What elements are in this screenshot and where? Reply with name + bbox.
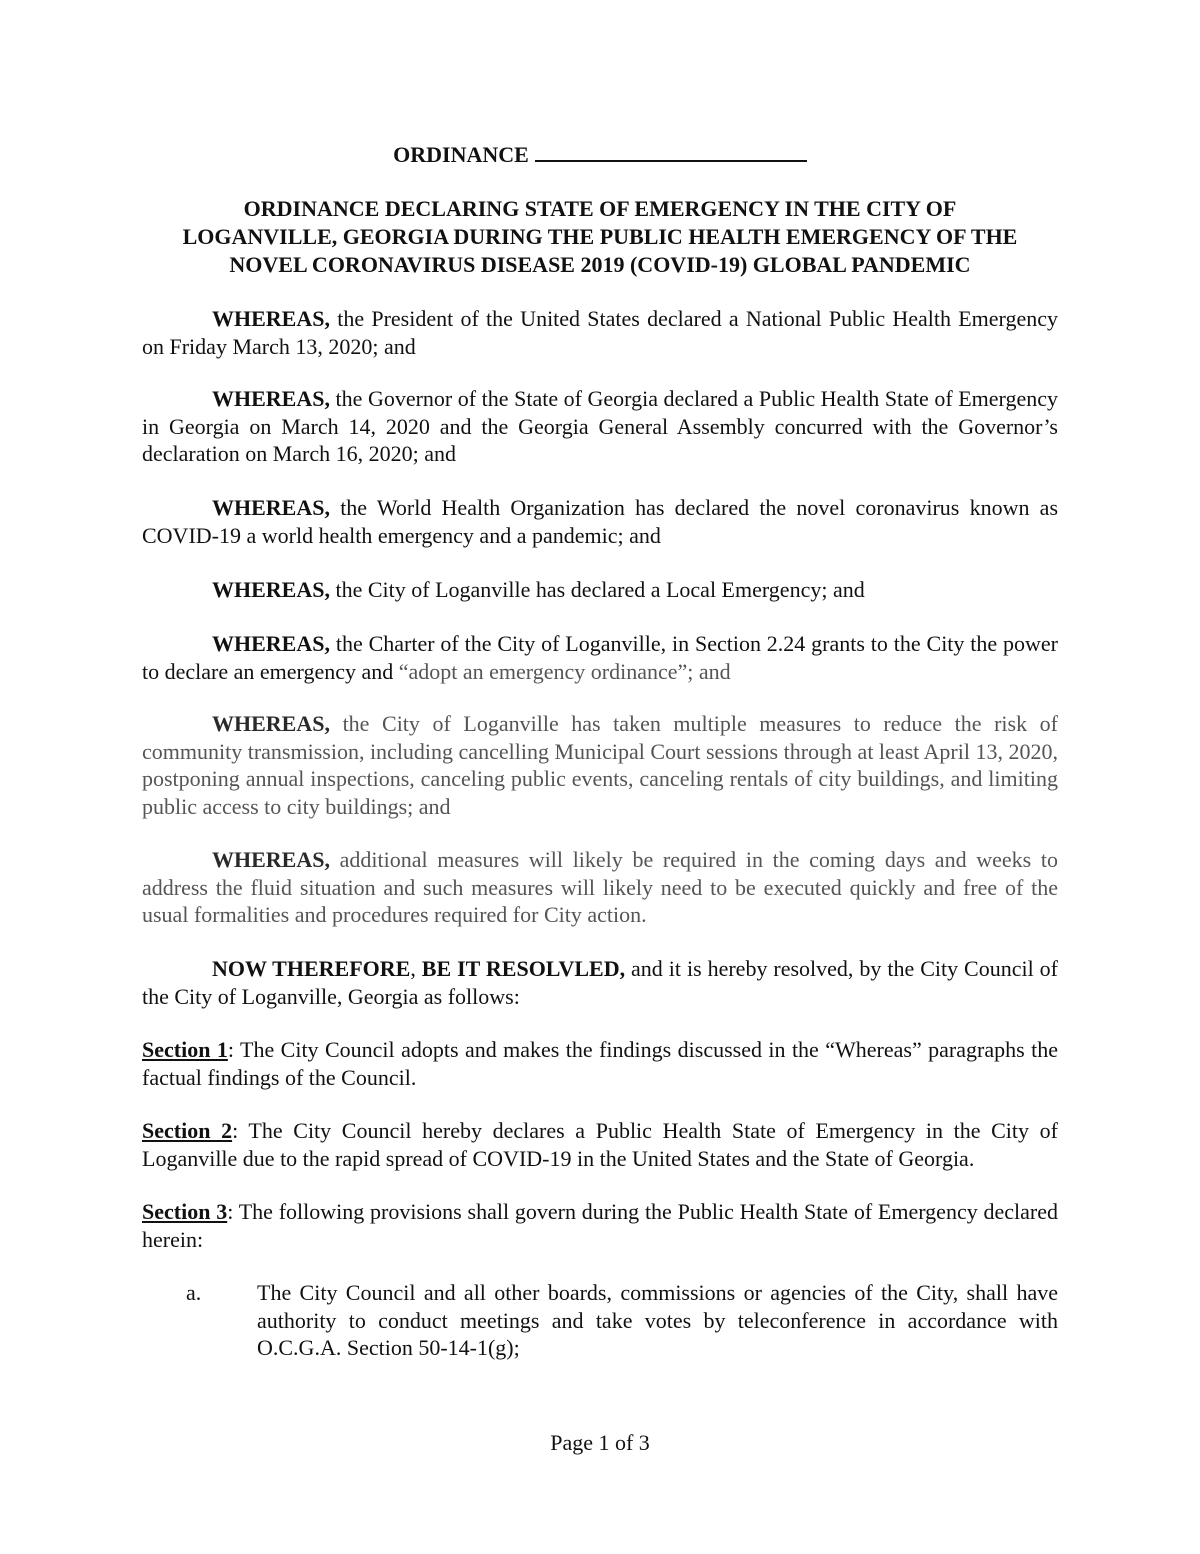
title-line: NOVEL CORONAVIRUS DISEASE 2019 (COVID-19) GLOBAL PANDEMIC — [229, 252, 971, 277]
ordinance-label: ORDINANCE — [393, 142, 529, 167]
list-item-text: The City Council and all other boards, commissions or agencies of the City, shall have authority to conduct meetings and take votes by teleconference in accordance with O.C.G.A. Section 50-14-1(g); — [257, 1280, 1058, 1360]
whereas-text: the City of Loganville has declared a Local Emergency; and — [329, 577, 865, 602]
resolution-paragraph — [142, 955, 1058, 1010]
whereas-paragraph-1 — [142, 305, 1058, 360]
whereas-paragraph-2 — [142, 385, 1058, 468]
title-line: ORDINANCE DECLARING STATE OF EMERGENCY IN THE CITY OF — [243, 196, 957, 221]
page-number: Page 1 of 3 — [550, 1430, 650, 1455]
resolution-lead-2: BE IT RESOLVLED, — [421, 956, 626, 981]
whereas-lead: WHEREAS, — [212, 495, 330, 520]
resolution-text: and it is hereby resolved, by the City Council of the City of Loganville, Georgia as follows: — [142, 956, 1059, 1009]
section-text: : The City Council hereby declares a Public Health State of Emergency in the City of Loganville due to the rapid spread of COVID-19 in the United States and the State of Georgia. — [142, 1118, 1058, 1171]
whereas-lead: WHEREAS, — [212, 711, 330, 736]
section-heading: Section 3 — [142, 1199, 228, 1224]
section-text: : The following provisions shall govern during the Public Health State of Emergency declared herein: — [142, 1199, 1058, 1252]
whereas-lead: WHEREAS, — [212, 847, 330, 872]
whereas-lead: WHEREAS, — [212, 306, 330, 331]
list-item-marker: a. — [186, 1280, 202, 1305]
ordinance-number-line — [0, 140, 1200, 168]
resolution-lead-1: NOW THEREFORE — [212, 956, 411, 981]
section-1 — [142, 1036, 1058, 1091]
whereas-lead: WHEREAS, — [212, 577, 330, 602]
whereas-text: the City of Loganville has taken multiple measures to reduce the risk of community transmission, including cancelling Municipal Court sessions through at least April 13, 2020, postponing annual inspections, canceling public events, canceling rentals of city buildings, and limiting public access to city buildings; and — [142, 711, 1058, 819]
title-line: LOGANVILLE, GEORGIA DURING THE PUBLIC HEALTH EMERGENCY OF THE — [182, 224, 1018, 249]
resolution-separator: , — [410, 956, 422, 981]
whereas-paragraph-6 — [142, 710, 1058, 820]
ordinance-number-blank — [535, 140, 807, 162]
whereas-paragraph-3 — [142, 494, 1058, 549]
whereas-text: the Governor of the State of Georgia declared a Public Health State of Emergency in Georgia on March 14, 2020 and the Georgia General Assembly concurred with the Governor’s declaration on March 16, 2020; and — [142, 386, 1058, 466]
whereas-paragraph-7 — [142, 846, 1058, 929]
section-text: : The City Council adopts and makes the findings discussed in the “Whereas” paragraphs the factual findings of the Council. — [142, 1037, 1058, 1090]
whereas-paragraph-5 — [142, 630, 1058, 685]
whereas-lead: WHEREAS, — [212, 386, 330, 411]
whereas-text: the Charter of the City of Loganville, in Section 2.24 grants to the City the power to declare an emergency and — [142, 631, 1058, 684]
whereas-paragraph-4 — [142, 576, 1058, 604]
whereas-text: the World Health Organization has declared the novel coronavirus known as COVID-19 a world health emergency and a pandemic; and — [142, 495, 1058, 548]
whereas-faded-tail: “adopt an emergency ordinance”; and — [398, 658, 731, 684]
ordinance-title — [100, 195, 1100, 279]
whereas-lead: WHEREAS, — [212, 631, 330, 656]
whereas-text: the President of the United States declared a National Public Health Emergency on Friday March 13, 2020; and — [142, 306, 1058, 359]
section-heading: Section 1 — [142, 1037, 228, 1062]
whereas-text: additional measures will likely be required in the coming days and weeks to address the fluid situation and such measures will likely need to be executed quickly and free of the usual formalities and procedures required for City action. — [142, 847, 1058, 927]
section-2 — [142, 1117, 1058, 1172]
section-3 — [142, 1198, 1058, 1253]
section-heading: Section 2 — [142, 1118, 233, 1143]
